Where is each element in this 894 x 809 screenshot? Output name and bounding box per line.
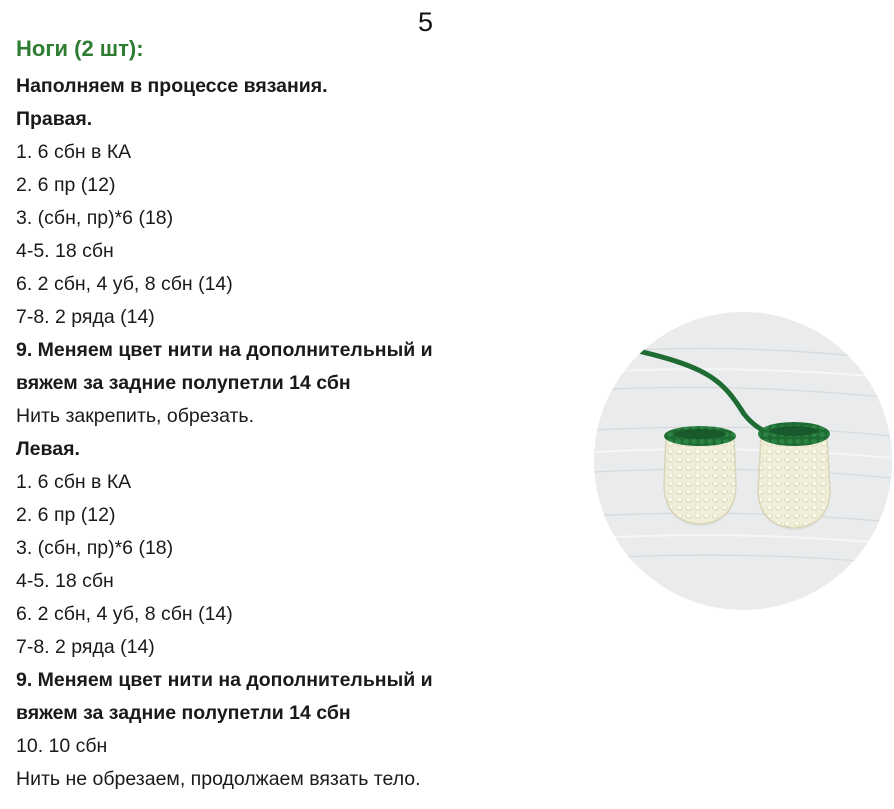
instruction-line: 1. 6 сбн в КА [16, 141, 132, 163]
instruction-line: вяжем за задние полупетли 14 сбн [16, 702, 351, 724]
instruction-list [16, 70, 433, 796]
two-crocheted-legs-icon [594, 312, 892, 610]
page-number: 5 [418, 7, 434, 37]
instruction-line: 6. 2 сбн, 4 уб, 8 сбн (14) [16, 603, 233, 625]
instruction-line: 4-5. 18 сбн [16, 570, 114, 592]
instruction-line: 3. (сбн, пр)*6 (18) [16, 207, 174, 229]
instruction-line: 7-8. 2 ряда (14) [16, 636, 155, 658]
instruction-line: 2. 6 пр (12) [16, 174, 116, 196]
instruction-line: 6. 2 сбн, 4 уб, 8 сбн (14) [16, 273, 233, 295]
instruction-line: 10. 10 сбн [16, 735, 108, 757]
photo-crocheted-legs [594, 312, 892, 610]
instruction-line: 3. (сбн, пр)*6 (18) [16, 537, 174, 559]
instruction-line: вяжем за задние полупетли 14 сбн [16, 372, 351, 394]
instruction-line: 9. Меняем цвет нити на дополнительный и [16, 669, 433, 691]
instruction-line: Левая. [16, 438, 80, 460]
instruction-line: Нить не обрезаем, продолжаем вязать тело. [16, 768, 421, 790]
instruction-line: 2. 6 пр (12) [16, 504, 116, 526]
instruction-line: 1. 6 сбн в КА [16, 471, 132, 493]
instruction-line: Нить закрепить, обрезать. [16, 405, 255, 427]
instruction-line: 4-5. 18 сбн [16, 240, 114, 262]
section-heading: Ноги (2 шт): [16, 36, 144, 61]
instruction-line: 7-8. 2 ряда (14) [16, 306, 155, 328]
instruction-line: Правая. [16, 108, 93, 130]
instruction-line: Наполняем в процессе вязания. [16, 75, 328, 97]
instruction-line: 9. Меняем цвет нити на дополнительный и [16, 339, 433, 361]
